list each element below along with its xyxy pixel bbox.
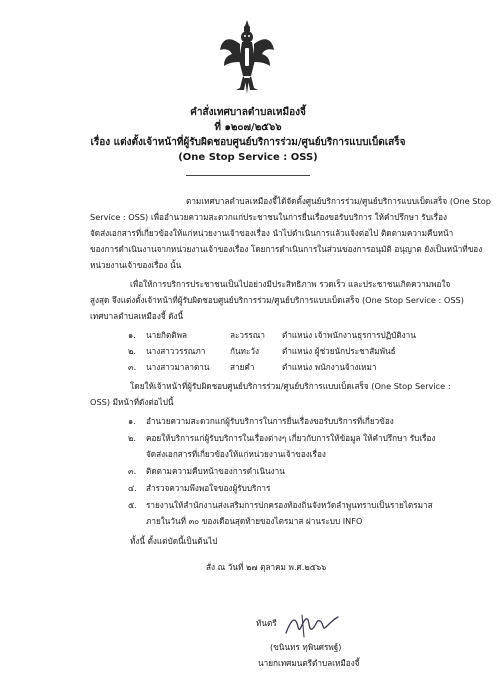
effective-statement: ทั้งนี้ ตั้งแต่บัดนี้เป็นต้นไป [130, 536, 218, 546]
staff-number: ๒. [128, 346, 136, 356]
signature-icon [282, 613, 342, 639]
duty-text: รายงานให้สำนักงานส่งเสริมการปกครองท้องถิ่นจังหวัดลำพูนทราบเป็นรายไตรมาส [146, 500, 433, 510]
duty-number: ๔. [128, 483, 137, 493]
para2-line: เพื่อให้การบริการประชาชนเป็นไปอย่างมีประสิทธิภาพ รวดเร็ว และประชาชนเกิดความพอใจ [130, 279, 451, 289]
staff-surname: สายคำ [230, 362, 255, 372]
para2-line: เทศบาลตำบลเหมืองจี้ ดังนี้ [90, 311, 184, 321]
staff-name: นางสาวมาลาตาน [146, 362, 210, 372]
garuda-emblem-icon [218, 18, 276, 96]
para3-line: OSS) มีหน้าที่ดังต่อไปนี้ [90, 397, 174, 407]
para1-line: หน่วยงานเจ้าของเรื่อง นั้น [90, 260, 182, 270]
subject-line: เรื่อง แต่งตั้งเจ้าหน้าที่ผู้รับผิดชอบศูนย์บริการร่วม/ศูนย์บริการแบบเบ็ดเสร็จ [90, 137, 406, 148]
staff-position: ตำแหน่ง ผู้ช่วยนักประชาสัมพันธ์ [282, 346, 396, 356]
duty-text: ภายในวันที่ ๓๐ ของเดือนสุดท้ายของไตรมาส ผ่านระบบ INFO [146, 516, 363, 526]
duty-number: ๒. [128, 433, 136, 443]
duty-text: อำนวยความสะดวกแก่ผู้รับบริการในการยื่นเรื่องขอรับบริการที่เกี่ยวข้อง [146, 416, 394, 426]
divider-line [186, 175, 310, 176]
order-number: ที่ ๑๒๐๗/๒๕๖๖ [214, 122, 282, 133]
signer-rank: ทันตรี [256, 618, 277, 628]
staff-surname: ละวรรณา [230, 330, 266, 340]
duty-number: ๕. [128, 500, 137, 510]
duty-number: ๓. [128, 466, 137, 476]
dated-line: สั่ง ณ วันที่ ๒๗ ตุลาคม พ.ศ.๒๕๖๖ [206, 562, 327, 572]
duty-number: ๑. [128, 416, 136, 426]
signer-position: นายกเทศมนตรีตำบลเหมืองจี้ [258, 658, 360, 668]
staff-number: ๓. [128, 362, 137, 372]
order-title: คำสั่งเทศบาลตำบลเหมืองจี้ [190, 107, 306, 118]
para2-line: สูงสุด จึงแต่งตั้งเจ้าหน้าที่ผู้รับผิดชอบศูนย์บริการร่วม/ศูนย์บริการแบบเบ็ดเสร็จ (One Stop Service : OSS) [90, 295, 464, 305]
staff-number: ๑. [128, 330, 136, 340]
duty-text: จัดส่งเอกสารที่เกี่ยวข้องให้แก่หน่วยงานเจ้าของเรื่อง [146, 449, 326, 459]
para3-line: โดยให้เจ้าหน้าที่ผู้รับผิดชอบศูนย์บริการร่วม/ศูนย์บริการแบบเบ็ดเสร็จ (One Stop Service : [130, 381, 451, 391]
para1-line: ของการดำเนินงานจากหน่วยงานเจ้าของเรื่อง โดยการดำเนินการในส่วนของการอนุมัติ อนุญาต ยังเป็นหน้าที่ของ [90, 244, 483, 254]
staff-position: ตำแหน่ง พนักงานจ้างเหมา [282, 362, 377, 372]
duty-text: คอยให้บริการแก่ผู้รับบริการในเรื่องต่างๆ เกี่ยวกับการให้ข้อมูล ให้คำปรึกษา รับเรื่อง [146, 433, 436, 443]
para1-line: ตามเทศบาลตำบลเหมืองจี้ได้จัดตั้งศูนย์บริการร่วม/ศูนย์บริการแบบเบ็ดเสร็จ (One Stop [186, 196, 491, 206]
signer-name: (ขนินทร ทุพินศรพฐ์) [270, 642, 342, 652]
staff-surname: กันทะวัง [230, 346, 259, 356]
staff-position: ตำแหน่ง เจ้าพนักงานธุรการปฏิบัติงาน [282, 330, 416, 340]
duty-text: สำรวจความพึงพอใจของผู้รับบริการ [146, 483, 271, 493]
duty-text: ติดตามความคืบหน้าของการดำเนินงาน [146, 466, 285, 476]
staff-name: นางสาววรรณภา [146, 346, 206, 356]
subject-english: (One Stop Service : OSS) [178, 152, 318, 163]
para1-line: Service : OSS) เพื่ออำนวยความสะดวกแก่ประชาชนในการยื่นเรื่องขอรับบริการ ให้คำปรึกษา รับเรื่อง [90, 212, 447, 222]
para1-line: จัดส่งเอกสารที่เกี่ยวข้องให้แก่หน่วยงานเจ้าของเรื่อง นำไปดำเนินการแล้วแจ้งต่อไป ติดตามความคืบหน้า [90, 228, 454, 238]
staff-name: นายกิตติพล [146, 330, 187, 340]
